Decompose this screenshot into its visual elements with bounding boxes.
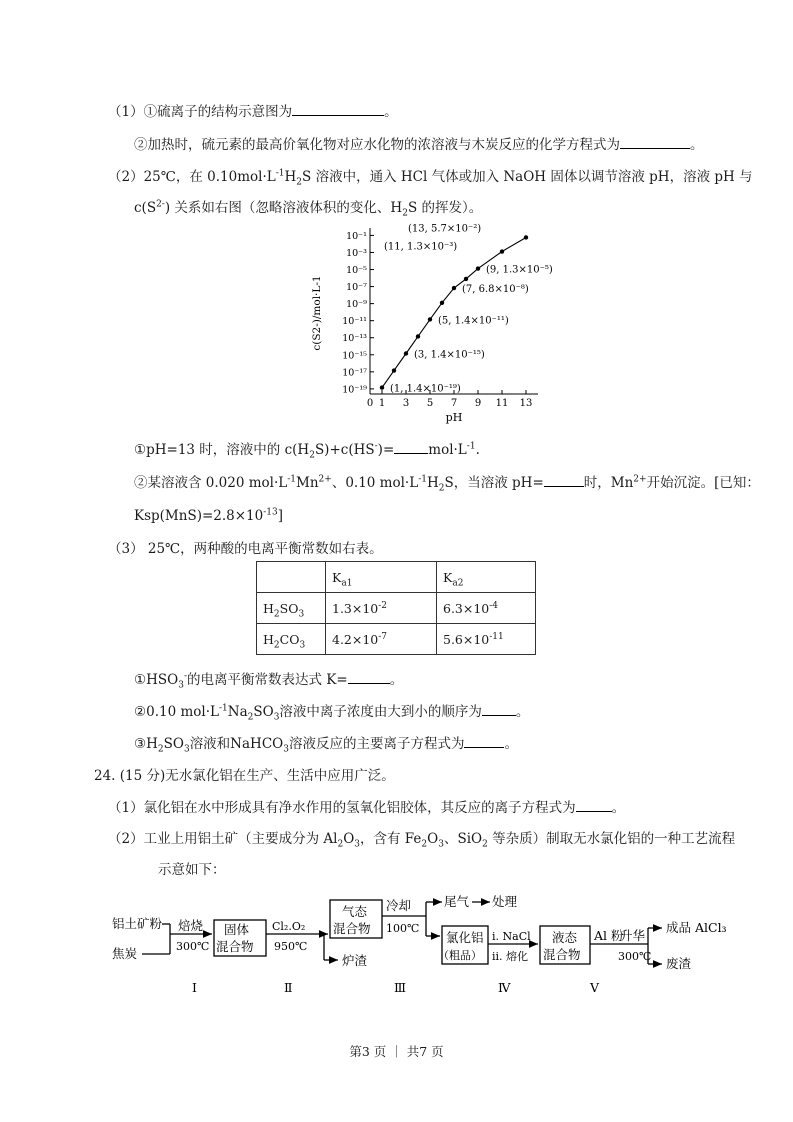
ionization-constants-table bbox=[256, 561, 536, 655]
data-point bbox=[440, 301, 444, 305]
data-point bbox=[476, 266, 480, 270]
data-label: (13, 5.7×10⁻²) bbox=[408, 223, 482, 235]
label-temp-300-b: 300℃ bbox=[618, 950, 652, 963]
q3-sub-2: ②0.10 $mol\cdot L^{-1}Na_2SO_3$溶液中离子浓度由大到小的顺序为 。 bbox=[134, 703, 530, 723]
box4-line1: 液态 bbox=[552, 930, 578, 945]
data-point bbox=[428, 317, 432, 321]
x-tick-label: 1 bbox=[378, 398, 386, 409]
answer-blank[interactable] bbox=[482, 703, 516, 716]
data-point bbox=[392, 368, 396, 372]
q2-sub-2: ②某溶液含 0.020 $mol\cdot L^{-1}Mn^{2+}$、0.10 $mol\cdot L^{-1}H_2S$，当溶液 pH= 时，$Mn^{2+}$开始沉淀。[已知： bbox=[134, 474, 760, 494]
label-bauxite: 铝土矿粉 bbox=[112, 916, 163, 931]
q24-p2: （2）工业上用铝土矿（主要成分为 $Al_2O_3$，含有 $Fe_2O_3$、SiO$_2$ 等杂质）制取无水氯化铝的一种工艺流程 bbox=[108, 831, 736, 850]
data-point bbox=[500, 249, 504, 253]
q1-line-a: （1）①硫离子的结构示意图为 。 bbox=[108, 104, 398, 120]
label-melting: ii. 熔化 bbox=[492, 950, 529, 963]
table-row bbox=[257, 624, 536, 655]
table-header-cell bbox=[257, 562, 326, 593]
y-tick-label: 10⁻⁹ bbox=[346, 299, 367, 311]
label-nacl: i. NaCl bbox=[492, 930, 531, 943]
q3-intro: （3） 25℃，两种酸的电离平衡常数如右表。 bbox=[108, 541, 383, 557]
q24-p1: （1）氯化铝在水中形成具有净水作用的氢氧化铝胶体，其反应的离子方程式为 。 bbox=[108, 800, 626, 816]
data-line bbox=[382, 238, 526, 388]
x-tick-label: 7 bbox=[450, 398, 458, 409]
ka2-cell: $5.6\times 10^{-11}$ bbox=[437, 624, 536, 655]
label-temp-300: 300℃ bbox=[176, 940, 210, 953]
y-tick-label: 10⁻¹¹ bbox=[342, 316, 367, 328]
data-label: (11, 1.3×10⁻³) bbox=[384, 241, 458, 253]
label-al-powder: Al 粉 bbox=[594, 928, 624, 943]
label-roasting: 焙烧 bbox=[178, 918, 204, 933]
q24-title: 24. (15 分)无水氯化铝在生产、生活中应用广泛。 bbox=[94, 768, 395, 784]
data-point bbox=[464, 277, 468, 281]
data-point bbox=[452, 286, 456, 290]
answer-blank[interactable] bbox=[464, 735, 504, 748]
stage-label: Ⅴ bbox=[590, 980, 600, 995]
answer-blank[interactable] bbox=[348, 671, 390, 684]
q1-line-b: ②加热时，硫元素的最高价氧化物对应水化物的浓溶液与木炭反应的化学方程式为 。 bbox=[134, 137, 704, 153]
q24-p2-line2: 示意如下： bbox=[158, 862, 226, 878]
q2-ksp: $Ksp(MnS)=2.8\times 10^{-13}$] bbox=[134, 507, 284, 524]
q3-sub-3: $③H_2SO_3$溶液和NaHCO$_3$溶液反应的主要离子方程式为 。 bbox=[134, 736, 518, 755]
data-point bbox=[404, 351, 408, 355]
q2-intro-2: $c(S^{2-})$ 关系如右图（忽略溶液体积的变化、$H_2S$ 的挥发）。 bbox=[134, 199, 483, 219]
y-tick-label: 10⁻³ bbox=[346, 247, 367, 259]
x-tick-label: 11 bbox=[495, 398, 509, 409]
data-label: (3, 1.4×10⁻¹⁵) bbox=[414, 349, 485, 361]
y-tick-label: 10⁻⁷ bbox=[346, 282, 367, 294]
process-flow-diagram bbox=[100, 888, 750, 998]
box2-line1: 气态 bbox=[342, 904, 368, 919]
data-point bbox=[380, 385, 384, 389]
box3-line2: （粗品） bbox=[438, 949, 482, 962]
label-slag: 炉渣 bbox=[342, 953, 368, 968]
y-tick-label: 10⁻¹⁵ bbox=[342, 350, 367, 362]
answer-blank[interactable] bbox=[544, 474, 584, 487]
acid-cell: $H_2SO_3$ bbox=[257, 593, 326, 624]
data-label: (1, 1.4×10⁻¹⁹) bbox=[390, 383, 461, 395]
data-label: (5, 1.4×10⁻¹¹) bbox=[438, 315, 509, 327]
answer-blank[interactable] bbox=[576, 799, 612, 812]
table-row bbox=[257, 593, 536, 624]
x-tick-label: 13 bbox=[519, 398, 533, 409]
box3-line1: 氯化铝 bbox=[446, 930, 484, 945]
stage-label: Ⅳ bbox=[498, 980, 511, 995]
acid-cell: $H_2CO_3$ bbox=[257, 624, 326, 655]
box1-line1: 固体 bbox=[224, 922, 250, 937]
answer-blank[interactable] bbox=[620, 136, 690, 149]
label-product: 成品 AlCl₃ bbox=[666, 920, 727, 935]
y-tick-label: 10⁻¹⁹ bbox=[342, 384, 367, 396]
table-header-cell: $K_{a2}$ bbox=[437, 562, 536, 593]
y-tick-label: 10⁻⁵ bbox=[346, 265, 367, 277]
stage-label: Ⅲ bbox=[394, 980, 407, 995]
x-tick-label: 3 bbox=[402, 398, 410, 409]
x-tick-label: 5 bbox=[426, 398, 434, 409]
pH-concentration-chart bbox=[300, 222, 570, 427]
data-label: (9, 1.3×10⁻⁵) bbox=[486, 264, 553, 276]
label-waste: 废渣 bbox=[666, 956, 692, 971]
page-footer: 第3 页 ｜ 共7 页 bbox=[349, 1044, 444, 1059]
label-treatment: 处理 bbox=[492, 894, 518, 909]
data-point bbox=[416, 334, 420, 338]
box4-line2: 混合物 bbox=[543, 947, 581, 962]
label-tail-gas: 尾气 bbox=[444, 894, 470, 909]
label-cl2-o2: Cl₂.O₂ bbox=[272, 920, 306, 933]
data-point bbox=[524, 235, 528, 239]
stage-label: Ⅰ bbox=[192, 980, 197, 995]
q3-sub-1: $①HSO_3^-$的电离平衡常数表达式 K= 。 bbox=[134, 671, 404, 691]
stage-label: Ⅱ bbox=[284, 980, 293, 995]
q2-intro-1: （2）25℃，在 $0.10mol\cdot L^{-1}H_2S$ 溶液中，通入 HCl 气体或加入 NaOH 固体以调节溶液 pH，溶液 pH 与 bbox=[108, 168, 753, 188]
y-axis-label: c(S2-)/mol·L-1 bbox=[311, 275, 323, 351]
ka1-cell: $4.2\times 10^{-7}$ bbox=[326, 624, 437, 655]
answer-blank[interactable] bbox=[394, 441, 428, 454]
label-sublimation: 升华 bbox=[620, 928, 646, 943]
q2-sub-1: ①pH=13 时，溶液中的 $c(H_2S)+c(HS^-)= mol\cdot L^{-1}$. bbox=[134, 441, 480, 461]
x-tick-label: 0 bbox=[366, 398, 374, 409]
label-coke: 焦炭 bbox=[112, 946, 138, 961]
label-cooling: 冷却 bbox=[386, 898, 412, 913]
x-tick-label: 9 bbox=[474, 398, 482, 409]
box1-line2: 混合物 bbox=[216, 939, 254, 954]
y-tick-label: 10⁻¹⁷ bbox=[342, 367, 367, 379]
y-tick-label: 10⁻¹ bbox=[346, 230, 367, 242]
y-tick-label: 10⁻¹³ bbox=[342, 333, 367, 345]
box2-line2: 混合物 bbox=[333, 921, 371, 936]
x-axis-label: pH bbox=[445, 411, 463, 424]
data-label: (7, 6.8×10⁻⁸) bbox=[462, 284, 529, 296]
ka1-cell: $1.3\times 10^{-2}$ bbox=[326, 593, 437, 624]
table-header-cell: $K_{a1}$ bbox=[326, 562, 437, 593]
ka2-cell: $6.3\times 10^{-4}$ bbox=[437, 593, 536, 624]
label-temp-100: 100℃ bbox=[386, 922, 420, 935]
table-header-row bbox=[257, 562, 536, 593]
answer-blank[interactable] bbox=[292, 103, 384, 116]
label-temp-950: 950℃ bbox=[274, 940, 308, 953]
